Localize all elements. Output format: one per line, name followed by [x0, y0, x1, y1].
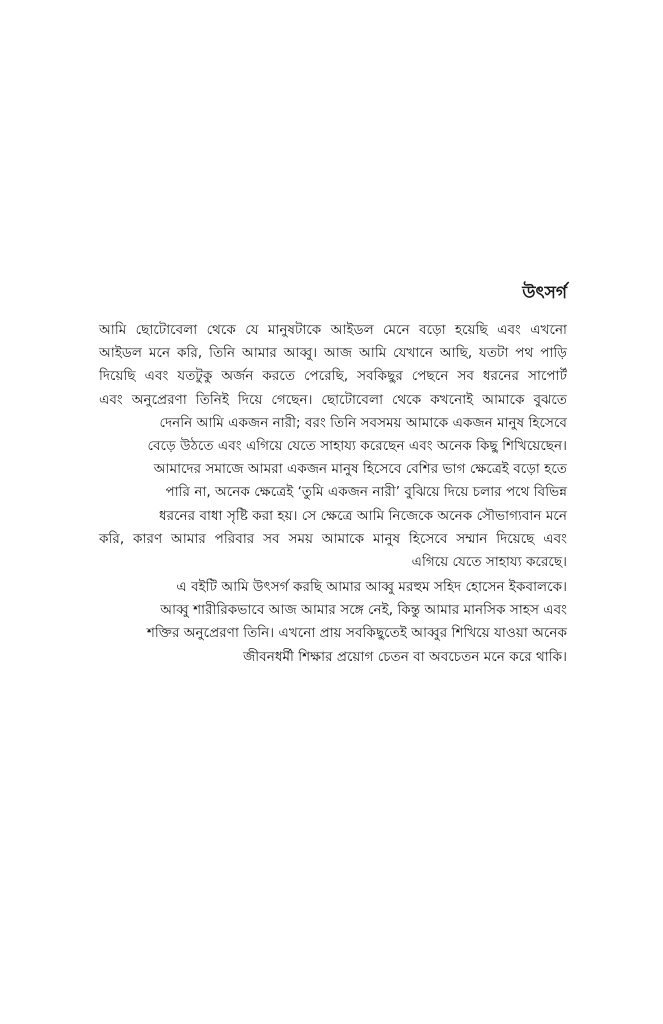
paragraph-line: বেড়ে উঠতে এবং এগিয়ে যেতে সাহায্য করেছেন এবং অনেক কিছু শিখিয়েছেন। [147, 437, 567, 454]
paragraph-line: আমাদের সমাজে আমরা একজন মানুষ হিসেবে বেশির ভাগ ক্ষেত্রেই বড়ো হতে [153, 461, 567, 478]
paragraph-line: আমি ছোটোবেলা থেকে যে মানুষটাকে আইডল মেনে বড়ো হয়েছি এবং এখনো [99, 322, 567, 338]
paragraph-line: এ বইটি আমি উৎসর্গ করছি আমার আব্বু মরহুম সহিদ হোসেন ইকবালকে। [176, 579, 567, 595]
paragraph-line: পারি না, অনেক ক্ষেত্রেই ‘তুমি একজন নারী’ বুঝিয়ে দিয়ে চলার পথে বিভিন্ন [165, 484, 567, 501]
dedication-title: উৎসর্গ [522, 283, 567, 303]
paragraph-line: এবং অনুপ্রেরণা তিনিই দিয়ে গেছেন। ছোটোবেলা থেকে কখনোই আমাকে বুঝতে [99, 391, 567, 408]
paragraph-line: দিয়েছি এবং যতটুকু অর্জন করতে পেরেছি, সবকিছুর পেছনে সব ধরনের সাপোর্ট [99, 368, 567, 385]
paragraph-line: এগিয়ে যেতে সাহায্য করেছে। [411, 553, 567, 570]
paragraph-line: ধরনের বাধা সৃষ্টি করা হয়। সে ক্ষেত্রে আমি নিজেকে অনেক সৌভাগ্যবান মনে [159, 507, 567, 524]
paragraph-line: আব্বু শারীরিকভাবে আজ আমার সঙ্গে নেই, কিন্তু আমার মানসিক সাহস এবং [160, 602, 567, 619]
dedication-paragraph-1 [99, 319, 567, 574]
paragraph-line: জীবনধর্মী শিক্ষার প্রয়োগ চেতন বা অবচেতন মনে করে থাকি। [243, 648, 567, 665]
paragraph-line: করি, কারণ আমার পরিবার সব সময় আমাকে মানুষ হিসেবে সম্মান দিয়েছে এবং [99, 530, 567, 547]
dedication-paragraph-2 [99, 576, 567, 669]
paragraph-line: আইডল মনে করি, তিনি আমার আব্বু। আজ আমি যেখানে আছি, যতটা পথ পাড়ি [99, 345, 567, 362]
paragraph-line: শক্তির অনুপ্রেরণা তিনি। এখনো প্রায় সবকিছুতেই আব্বুর শিখিয়ে যাওয়া অনেক [146, 625, 567, 642]
paragraph-line: দেননি আমি একজন নারী; বরং তিনি সবসময় আমাকে একজন মানুষ হিসেবে [159, 414, 567, 431]
